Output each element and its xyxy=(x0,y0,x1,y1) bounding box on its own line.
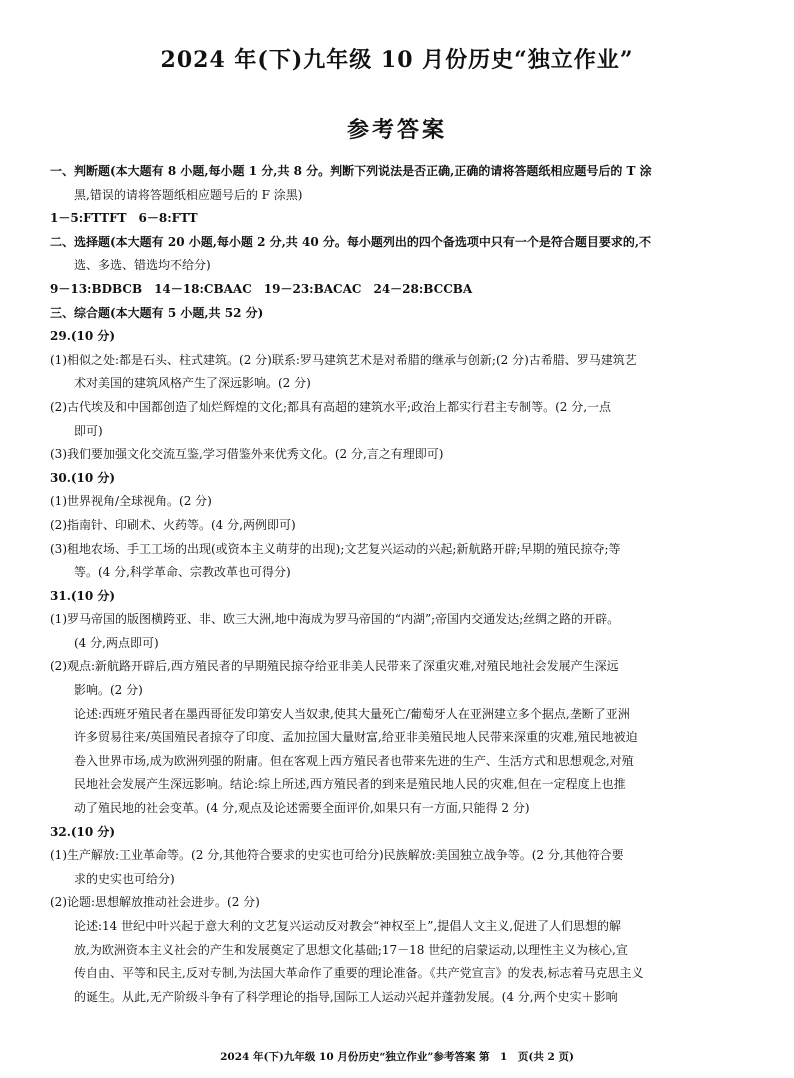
text-line: (3)我们要加强文化交流互鉴,学习借鉴外来优秀文化。(2 分,言之有理即可) xyxy=(50,447,444,462)
text-line: 等。(4 分,科学革命、宗教改革也可得分) xyxy=(74,565,291,580)
text-line: 影响。(2 分) xyxy=(74,683,143,698)
text-line: (1)生产解放:工业革命等。(2 分,其他符合要求的史实也可给分)民族解放:美国独立战争等。(2 分,其他符合要 xyxy=(50,848,624,863)
text-line: 黑,错误的请将答题纸相应题号后的 F 涂黑) xyxy=(74,187,303,202)
text-line: 论述:14 世纪中叶兴起于意大利的文艺复兴运动反对教会“神权至上”,提倡人文主义,促进了人们思想的解 xyxy=(74,919,622,933)
section-heading: 一、判断题(本大题有 8 小题,每小题 1 分,共 8 分。判断下列说法是否正确,正确的请将答题纸相应题号后的 T 涂 xyxy=(50,164,652,178)
text-line: (2)论题:思想解放推动社会进步。(2 分) xyxy=(50,895,260,910)
text-line: 许多贸易往来/英国殖民者掠夺了印度、孟加拉国大量财富,给亚非美殖民地人民带来深重的灾难,殖民地被迫 xyxy=(74,730,638,745)
text-line: (2)古代埃及和中国都创造了灿烂辉煌的文化;都具有高超的建筑水平;政治上都实行君主专制等。(2 分,一点 xyxy=(50,399,612,414)
text-line: 卷入世界市场,成为欧洲列强的附庸。但在客观上西方殖民者也带来先进的生产、生活方式和思想观念,对殖 xyxy=(74,753,634,768)
page-title: 2024 年(下)九年级 10 月份历史“独立作业” xyxy=(160,47,634,73)
text-line: 论述:西班牙殖民者在墨西哥征发印第安人当奴隶,使其大量死亡/葡萄牙人在亚洲建立多个据点,垄断了亚洲 xyxy=(74,706,630,721)
section-heading: 二、选择题(本大题有 20 小题,每小题 2 分,共 40 分。每小题列出的四个备选项中只有一个是符合题目要求的,不 xyxy=(50,234,652,249)
question-number: 29.(10 分) xyxy=(50,329,116,344)
text-line: (3)租地农场、手工工场的出现(或资本主义萌芽的出现);文艺复兴运动的兴起;新航路开辟;早期的殖民掠夺;等 xyxy=(50,541,621,556)
text-line: 传自由、平等和民主,反对专制,为法国大革命作了重要的理论准备。《共产党宣言》的发表,标志着马克思主义 xyxy=(74,966,644,981)
answer-key: 9－13:BDBCB 14－18:CBAAC 19－23:BACAC 24－28:BCCBA xyxy=(50,281,473,296)
text-line: 民地社会发展产生深远影响。结论:综上所述,西方殖民者的到来是殖民地人民的灾难,但在一定程度上也推 xyxy=(74,777,626,792)
text-line: 即可) xyxy=(74,423,103,438)
text-line: (2)指南针、印刷术、火药等。(4 分,两例即可) xyxy=(50,517,296,532)
question-number: 32.(10 分) xyxy=(50,824,116,839)
page-footer: 2024 年(下)九年级 10 月份历史“独立作业”参考答案 第 1 页(共 2 页) xyxy=(220,1051,574,1063)
answer-body xyxy=(50,160,756,1009)
answer-key: 1－5:FTTFT 6－8:FTT xyxy=(50,211,198,226)
section-heading: 三、综合题(本大题有 5 小题,共 52 分) xyxy=(50,305,264,320)
text-line: 选、多选、错选均不给分) xyxy=(74,258,211,273)
text-line: (1)相似之处:都是石头、柱式建筑。(2 分)联系:罗马建筑艺术是对希腊的继承与创新;(2 分)古希腊、罗马建筑艺 xyxy=(50,352,637,367)
text-line: 术对美国的建筑风格产生了深远影响。(2 分) xyxy=(74,376,311,391)
text-line: 放,为欧洲资本主义社会的产生和发展奠定了思想文化基础;17－18 世纪的启蒙运动,以理性主义为核心,宣 xyxy=(74,942,628,957)
question-number: 30.(10 分) xyxy=(50,470,116,485)
text-line: 的诞生。从此,无产阶级斗争有了科学理论的指导,国际工人运动兴起并蓬勃发展。(4 分,两个史实＋影响 xyxy=(74,989,618,1004)
text-line: (1)罗马帝国的版图横跨亚、非、欧三大洲,地中海成为罗马帝国的“内湖”;帝国内交通发达;丝绸之路的开辟。 xyxy=(50,612,620,627)
text-line: 动了殖民地的社会变革。(4 分,观点及论述需要全面评价,如果只有一方面,只能得 2 分) xyxy=(74,801,530,816)
text-line: 求的史实也可给分) xyxy=(74,871,175,886)
page-subtitle: 参考答案 xyxy=(346,117,447,143)
text-line: (4 分,两点即可) xyxy=(74,635,159,650)
text-line: (1)世界视角/全球视角。(2 分) xyxy=(50,494,212,509)
question-number: 31.(10 分) xyxy=(50,588,116,603)
text-line: (2)观点:新航路开辟后,西方殖民者的早期殖民掠夺给亚非美人民带来了深重灾难,对殖民地社会发展产生深远 xyxy=(50,659,619,674)
